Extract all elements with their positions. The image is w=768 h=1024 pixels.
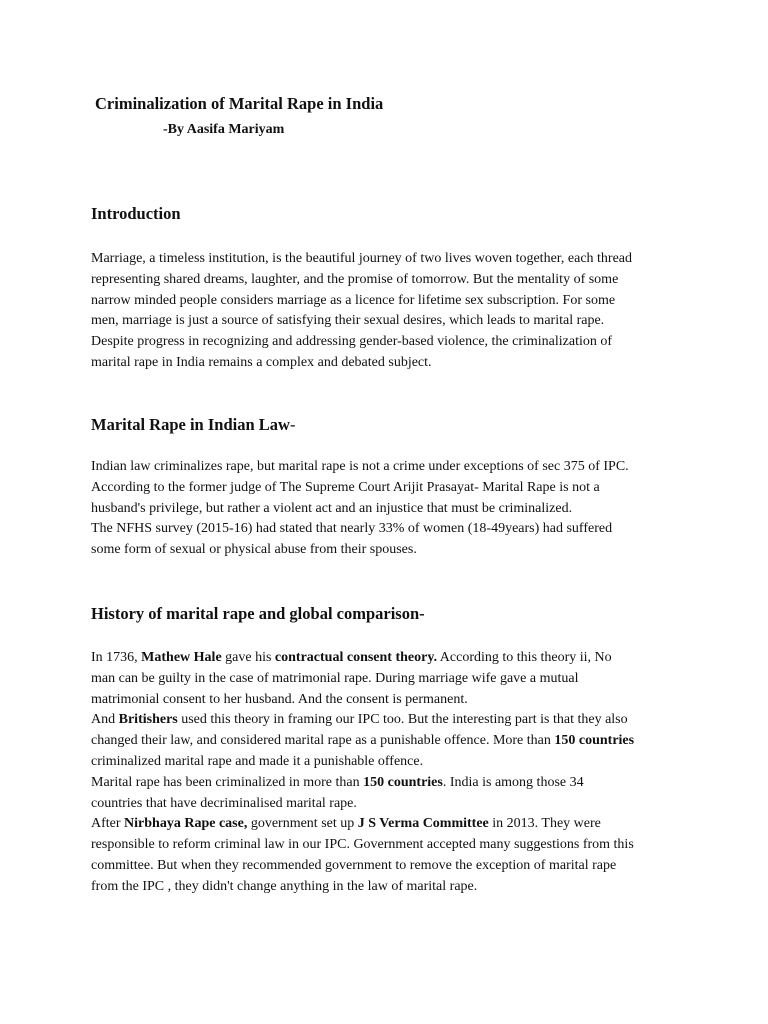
- text-line: husband's privilege, but rather a violent act and an injustice that must be criminalized.: [91, 500, 573, 516]
- text-line: [91, 648, 691, 669]
- text-line: some form of sexual or physical abuse from their spouses.: [91, 542, 417, 558]
- text-line: criminalized marital rape and made it a punishable offence.: [91, 753, 424, 769]
- text-line: marital rape in India remains a complex and debated subject.: [91, 354, 432, 370]
- text-line: from the IPC , they didn't change anything in the law of marital rape.: [91, 878, 478, 894]
- heading-text: Introduction: [91, 204, 181, 223]
- text-run: in 2013. They were: [488, 816, 601, 832]
- heading-suffix: -: [419, 604, 425, 623]
- author-byline: -By Aasifa Mariyam: [163, 122, 285, 137]
- text-line: [91, 731, 691, 752]
- emphasis-nirbhaya-case: Nirbhaya Rape case,: [124, 816, 248, 832]
- text-run: According to this theory ii, No: [437, 650, 612, 665]
- history-paragraph: [91, 648, 691, 898]
- text-line: countries that have decriminalised marital rape.: [91, 795, 357, 811]
- text-line: [91, 710, 691, 731]
- section-heading-history: [91, 604, 425, 624]
- text-line: Despite progress in recognizing and addressing gender-based violence, the criminalization of: [91, 334, 613, 350]
- text-run: . India is among those 34: [442, 774, 584, 790]
- emphasis-150-countries: 150 countries: [554, 733, 635, 749]
- text-run: Marital rape has been criminalized in more than: [91, 774, 364, 790]
- text-line: [91, 814, 691, 835]
- text-run: government set up: [247, 816, 358, 832]
- text-line: Indian law criminalizes rape, but marital rape is not a crime under exceptions of sec 375 of IPC.: [91, 459, 629, 474]
- introduction-paragraph: [91, 249, 691, 374]
- text-line: [91, 773, 691, 794]
- text-run: changed their law, and considered marital rape as a punishable offence. More than: [91, 733, 555, 749]
- heading-text: History of marital rape and global comparison: [91, 604, 420, 623]
- emphasis-contractual-consent: contractual consent theory.: [274, 650, 438, 665]
- text-line: committee. But when they recommended government to remove the exception of marital rape: [91, 857, 617, 873]
- section-heading-indian-law: [91, 415, 295, 435]
- text-line: responsible to reform criminal law in our IPC. Government accepted many suggestions from this: [91, 837, 634, 853]
- text-line: narrow minded people considers marriage as a licence for lifetime sex subscription. For some: [91, 292, 616, 308]
- text-run: And: [91, 712, 119, 728]
- text-run: used this theory in framing our IPC too. But the interesting part is that they also: [177, 712, 628, 728]
- text-run: gave his: [221, 650, 275, 665]
- text-line: Marriage, a timeless institution, is the beautiful journey of two lives woven together, each thread: [91, 251, 633, 266]
- document-title: Criminalization of Marital Rape in India: [95, 94, 384, 113]
- emphasis-britishers: Britishers: [118, 712, 178, 728]
- text-line: The NFHS survey (2015-16) had stated that nearly 33% of women (18-49years) had suffered: [91, 521, 613, 537]
- text-line: According to the former judge of The Supreme Court Arijit Prasayat- Marital Rape is not a: [91, 479, 600, 495]
- emphasis-mathew-hale: Mathew Hale: [141, 650, 222, 665]
- emphasis-verma-committee: J S Verma Committee: [357, 816, 489, 832]
- section-heading-introduction: [91, 204, 181, 224]
- heading-suffix: -: [289, 415, 296, 434]
- text-line: representing shared dreams, laughter, and the promise of tomorrow. But the mentality of some: [91, 271, 619, 287]
- emphasis-150-countries: 150 countries: [363, 774, 443, 790]
- heading-text: Marital Rape in Indian Law: [91, 415, 290, 434]
- indian-law-paragraph: [91, 457, 691, 561]
- text-line: man can be guilty in the case of matrimonial rape. During marriage wife gave a mutual: [91, 670, 579, 686]
- text-run: In 1736,: [91, 650, 142, 665]
- text-run: After: [91, 816, 125, 832]
- text-line: matrimonial consent to her husband. And the consent is permanent.: [91, 691, 468, 707]
- text-line: men, marriage is just a source of satisfying their sexual desires, which leads to marital rape.: [91, 313, 605, 329]
